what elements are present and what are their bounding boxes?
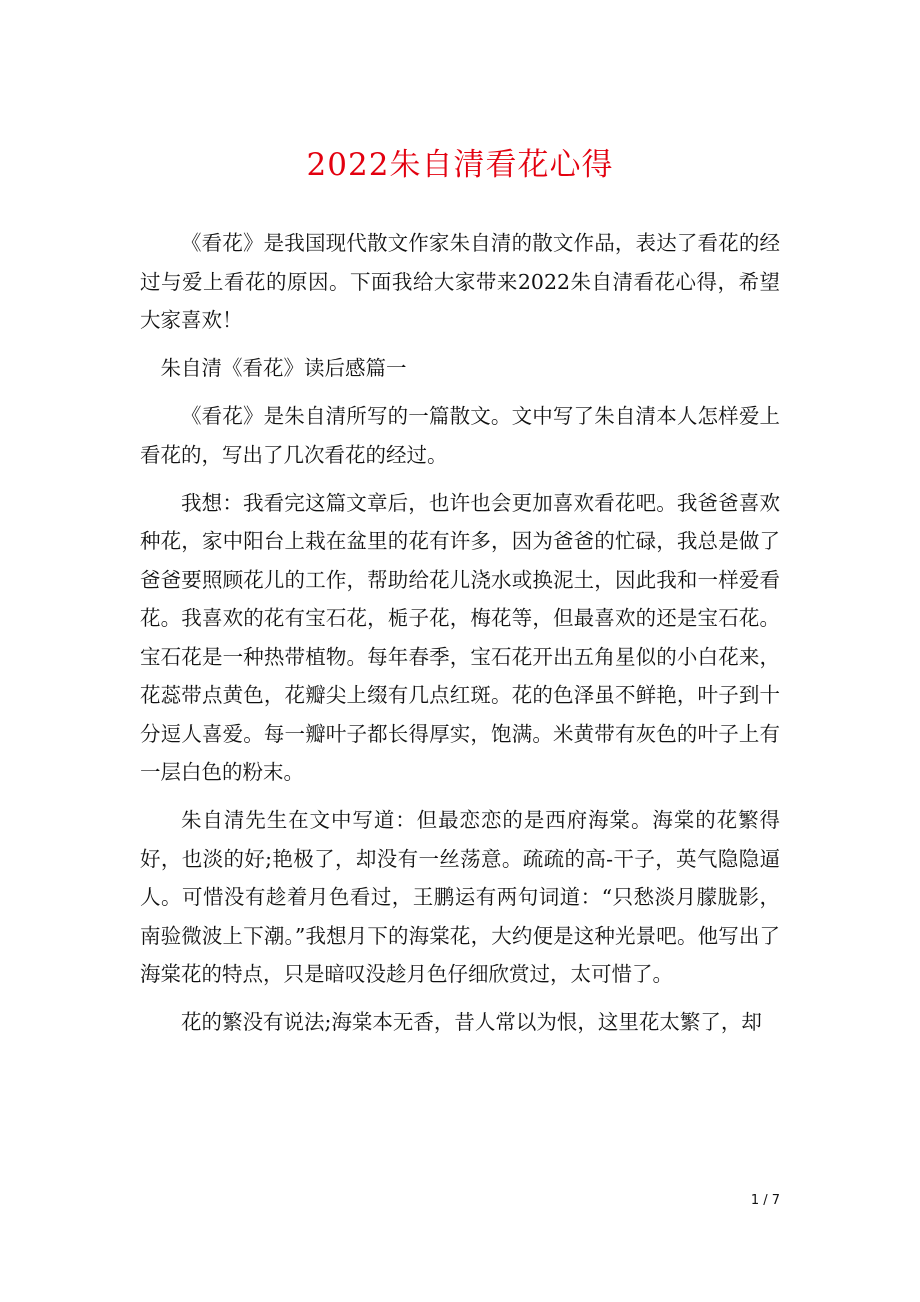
body-paragraph: 我想：我看完这篇文章后，也许也会更加喜欢看花吧。我爸爸喜欢种花，家中阳台上栽在盆里的花有许多，因为爸爸的忙碌，我总是做了爸爸要照顾花儿的工作，帮助给花儿浇水或换泥土，因此我和一样爱看花。我喜欢的花有宝石花，栀子花，梅花等，但最喜欢的还是宝石花。宝石花是一种热带植物。每年春季，宝石花开出五角星似的小白花来，花蕊带点黄色，花瓣尖上缀有几点红斑。花的色泽虽不鲜艳，叶子到十分逗人喜爱。每一瓣叶子都长得厚实，饱满。米黄带有灰色的叶子上有一层白色的粉末。 xyxy=(140,490,780,784)
body-paragraph-truncated: 花的繁没有说法;海棠本无香，昔人常以为恨，这里花太繁了，却 xyxy=(181,1010,762,1034)
page-number: 1 / 7 xyxy=(750,1193,780,1208)
body-paragraph: 朱自清先生在文中写道：但最恋恋的是西府海棠。海棠的花繁得好，也淡的好;艳极了，却没有一丝荡意。疏疏的高-干子，英气隐隐逼人。可惜没有趁着月色看过，王鹏运有两句词道：“只愁淡月朦胧影，南验微波上下潮。”我想月下的海棠花，大约便是这种光景吧。他写出了海棠花的特点，只是暗叹没趁月色仔细欣赏过，太可惜了。 xyxy=(140,808,780,986)
document-title: 2022朱自清看花心得 xyxy=(306,147,614,183)
body-paragraph: 《看花》是朱自清所写的一篇散文。文中写了朱自清本人怎样爱上看花的，写出了几次看花的经过。 xyxy=(140,404,780,467)
document-body xyxy=(140,224,780,1051)
intro-paragraph: 《看花》是我国现代散文作家朱自清的散文作品，表达了看花的经过与爱上看花的原因。下面我给大家带来2022朱自清看花心得，希望大家喜欢！ xyxy=(140,231,780,332)
section-heading: 朱自清《看花》读后感篇一 xyxy=(160,356,407,380)
